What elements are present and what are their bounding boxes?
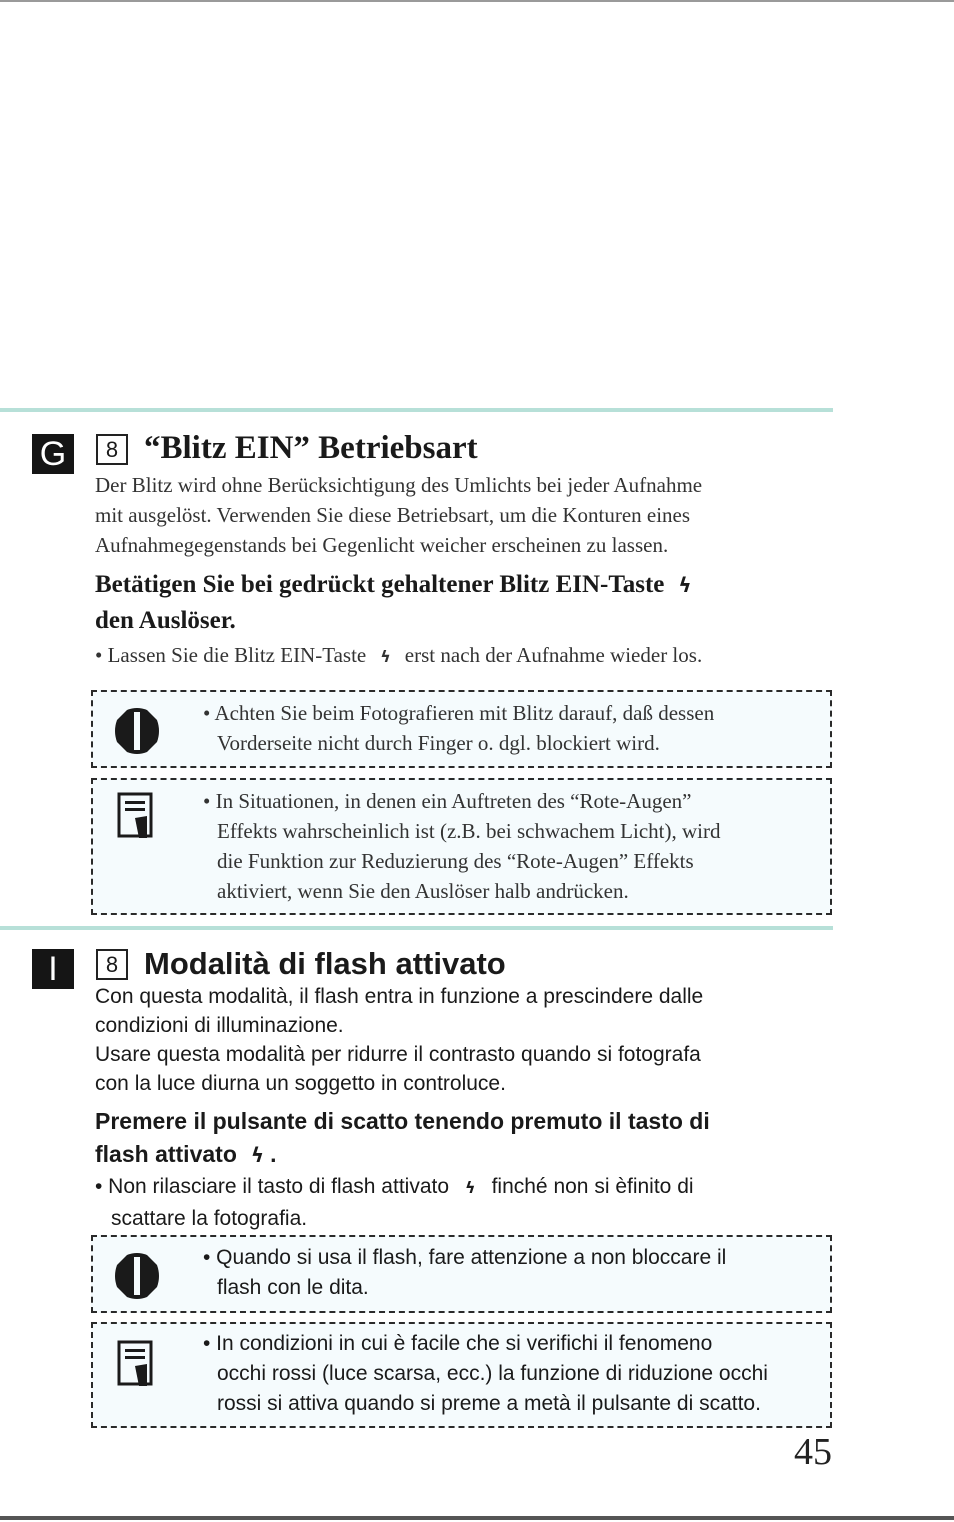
memo-line: • In Situationen, in denen ein Auftreten des “Rote-Augen” bbox=[203, 789, 692, 813]
caution-note-de bbox=[91, 690, 832, 768]
language-badge-it: I bbox=[32, 949, 74, 989]
instruction-text: . bbox=[270, 1141, 277, 1167]
section-divider-de bbox=[0, 408, 833, 412]
bullet-text: erst nach der Aufnahme wieder los. bbox=[404, 643, 703, 667]
bullet-line: scattare la fotografia. bbox=[111, 1207, 308, 1230]
caution-icon bbox=[113, 1251, 161, 1301]
caution-note-it bbox=[91, 1235, 832, 1313]
instruction-text: flash attivato bbox=[95, 1141, 237, 1167]
instruction-line: den Auslöser. bbox=[95, 607, 236, 634]
bullet-de bbox=[95, 640, 835, 672]
memo-note-it bbox=[91, 1322, 832, 1428]
caution-line: • Achten Sie beim Fotografieren mit Blitz darauf, daß dessen bbox=[203, 701, 715, 725]
memo-line: • In condizioni in cui è facile che si verifichi il fenomeno bbox=[203, 1332, 713, 1355]
instruction-it bbox=[95, 1105, 835, 1172]
intro-line: Con questa modalità, il flash entra in funzione a prescindere dalle bbox=[95, 985, 704, 1008]
bullet-line bbox=[95, 1171, 835, 1203]
intro-line: Der Blitz wird ohne Berücksichtigung des Umlichts bei jeder Aufnahme bbox=[95, 473, 703, 497]
instruction-de bbox=[95, 567, 835, 638]
instruction-line bbox=[95, 1138, 835, 1172]
bullet-text: finché non si èfinito di bbox=[491, 1175, 694, 1198]
top-edge-line bbox=[0, 0, 954, 2]
flash-icon: ϟ bbox=[678, 573, 692, 597]
intro-paragraph-it bbox=[95, 982, 835, 1098]
section-divider-it bbox=[0, 926, 833, 930]
memo-line: occhi rossi (luce scarsa, ecc.) la funzione di riduzione occhi bbox=[217, 1362, 768, 1385]
instruction-text: Betätigen Sie bei gedrückt gehaltener Blitz EIN-Taste bbox=[95, 571, 665, 598]
bullet-text: • Non rilasciare il tasto di flash attivato bbox=[95, 1175, 450, 1198]
caution-icon bbox=[113, 706, 161, 756]
bottom-edge-line bbox=[0, 1516, 954, 1520]
memo-icon bbox=[117, 1340, 155, 1388]
memo-line: Effekts wahrscheinlich ist (z.B. bei schwachem Licht), wird bbox=[217, 819, 721, 843]
caution-line: Vorderseite nicht durch Finger o. dgl. blockiert wird. bbox=[217, 731, 660, 755]
page-number: 45 bbox=[794, 1431, 832, 1473]
memo-line: rossi si attiva quando si preme a metà il pulsante di scatto. bbox=[217, 1392, 761, 1415]
intro-line: condizioni di illuminazione. bbox=[95, 1014, 344, 1037]
intro-paragraph-de bbox=[95, 470, 825, 560]
memo-icon bbox=[117, 792, 155, 840]
intro-line: con la luce diurna un soggetto in controluce. bbox=[95, 1072, 506, 1095]
memo-note-de bbox=[91, 778, 832, 915]
intro-line: mit ausgelöst. Verwenden Sie diese Betriebsart, um die Konturen eines bbox=[95, 503, 691, 527]
mode-number-box-it: 8 bbox=[96, 949, 128, 980]
memo-line: aktiviert, wenn Sie den Auslöser halb andrücken. bbox=[217, 879, 629, 903]
section-title-it: Modalità di flash attivato bbox=[144, 946, 506, 981]
caution-line: flash con le dita. bbox=[217, 1276, 369, 1299]
flash-icon: ϟ bbox=[250, 1143, 265, 1167]
memo-line: die Funktion zur Reduzierung des “Rote-Augen” Effekts bbox=[217, 849, 694, 873]
section-title-de: “Blitz EIN” Betriebsart bbox=[144, 430, 478, 466]
caution-line: • Quando si usa il flash, fare attenzione a non bloccare il bbox=[203, 1246, 727, 1269]
mode-number-box-de: 8 bbox=[96, 434, 128, 465]
intro-line: Usare questa modalità per ridurre il contrasto quando si fotografa bbox=[95, 1043, 701, 1066]
language-badge-de: G bbox=[32, 434, 74, 474]
bullet-it bbox=[95, 1171, 835, 1234]
bullet-text: • Lassen Sie die Blitz EIN-Taste bbox=[95, 643, 367, 667]
flash-icon: ϟ bbox=[380, 647, 391, 666]
instruction-line bbox=[95, 567, 835, 603]
flash-icon: ϟ bbox=[465, 1178, 476, 1197]
instruction-line: Premere il pulsante di scatto tenendo premuto il tasto di bbox=[95, 1108, 710, 1134]
intro-line: Aufnahmegegenstands bei Gegenlicht weicher erscheinen zu lassen. bbox=[95, 533, 669, 557]
